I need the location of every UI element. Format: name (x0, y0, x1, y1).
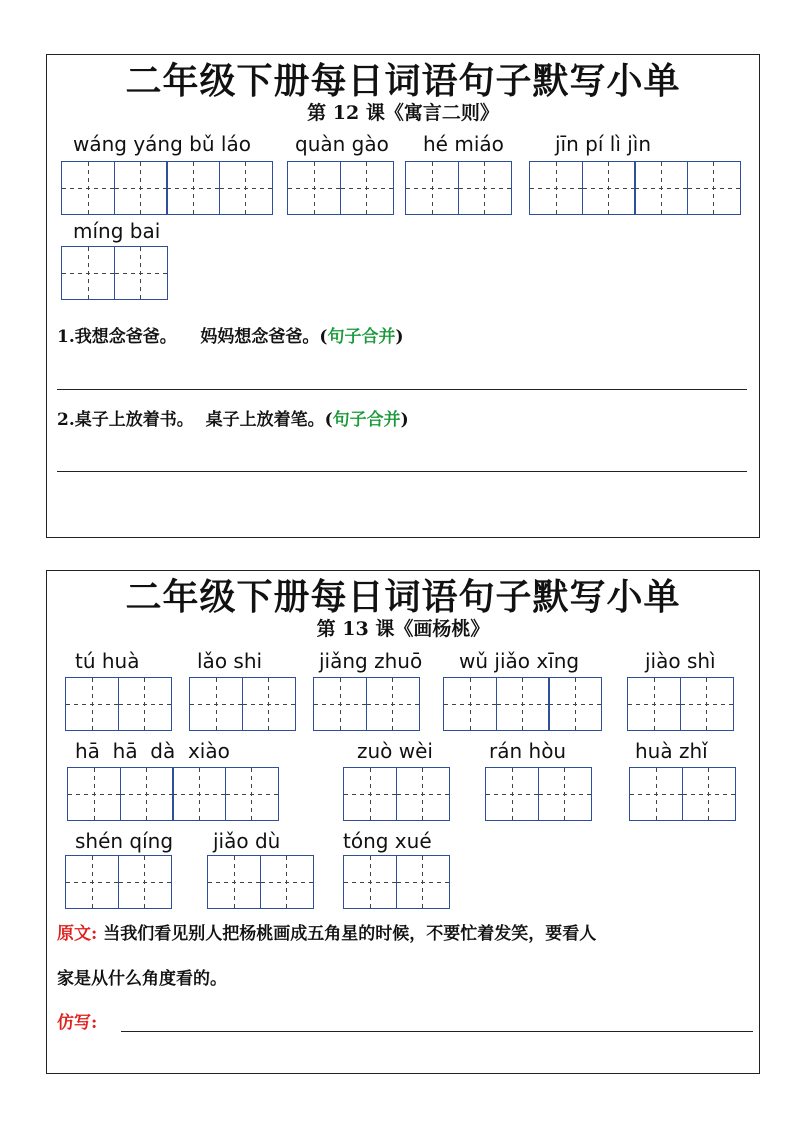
grid-cell[interactable] (443, 677, 497, 731)
pinyin-label: hā hā dà xiào (75, 739, 230, 763)
grid-cell[interactable] (340, 161, 394, 215)
pinyin-label: jiào shì (645, 649, 716, 673)
writing-grid[interactable] (629, 767, 734, 821)
grid-cell[interactable] (682, 767, 736, 821)
pinyin-label: wáng yáng bǔ láo (73, 132, 251, 156)
writing-grid[interactable] (207, 855, 312, 909)
original-text-line-1: 原文: 当我们看见别人把杨桃画成五角星的时候，不要忙着发笑，要看人 (57, 924, 597, 944)
grid-cell[interactable] (67, 767, 121, 821)
writing-grid[interactable] (405, 161, 510, 215)
pinyin-label: shén qíng (75, 829, 174, 853)
grid-cell[interactable] (343, 855, 397, 909)
pinyin-label: tú huà (75, 649, 140, 673)
pinyin-label: rán hòu (489, 739, 567, 763)
answer-line[interactable] (121, 1031, 753, 1032)
sentence-exercise-2: 2.桌子上放着书。 桌子上放着笔。(句子合并) (57, 410, 409, 430)
grid-cell[interactable] (458, 161, 512, 215)
writing-grid[interactable] (529, 161, 739, 215)
pinyin-label: lǎo shi (197, 649, 263, 673)
grid-cell[interactable] (529, 161, 583, 215)
writing-grid[interactable] (65, 855, 170, 909)
grid-cell[interactable] (172, 767, 226, 821)
pinyin-label: jīn pí lì jìn (555, 132, 652, 156)
writing-grid[interactable] (313, 677, 418, 731)
pinyin-label: zuò wèi (357, 739, 433, 763)
grid-cell[interactable] (485, 767, 539, 821)
grid-cell[interactable] (548, 677, 602, 731)
grid-cell[interactable] (225, 767, 279, 821)
writing-grid[interactable] (485, 767, 590, 821)
grid-cell[interactable] (61, 161, 115, 215)
pinyin-label: tóng xué (343, 829, 432, 853)
pinyin-label: míng bai (73, 219, 161, 243)
writing-grid[interactable] (443, 677, 601, 731)
grid-cell[interactable] (396, 855, 450, 909)
grid-cell[interactable] (496, 677, 550, 731)
writing-grid[interactable] (61, 246, 166, 300)
pinyin-label: huà zhǐ (635, 739, 708, 763)
writing-grid[interactable] (67, 767, 277, 821)
grid-cell[interactable] (687, 161, 741, 215)
original-text-line-2: 家是从什么角度看的。 (57, 969, 227, 989)
worksheet-card-lesson-12 (46, 54, 760, 538)
grid-cell[interactable] (629, 767, 683, 821)
grid-cell[interactable] (405, 161, 459, 215)
grid-cell[interactable] (582, 161, 636, 215)
grid-cell[interactable] (287, 161, 341, 215)
grid-cell[interactable] (366, 677, 420, 731)
pinyin-label: jiǎo dù (213, 829, 281, 853)
grid-cell[interactable] (114, 161, 168, 215)
grid-cell[interactable] (65, 677, 119, 731)
worksheet-title: 二年级下册每日词语句子默写小单 (125, 576, 681, 618)
writing-grid[interactable] (287, 161, 392, 215)
instruction-note: 句子合并 (332, 410, 401, 430)
grid-cell[interactable] (680, 677, 734, 731)
pinyin-label: quàn gào (295, 132, 389, 156)
instruction-note: 句子合并 (327, 327, 396, 347)
grid-cell[interactable] (118, 677, 172, 731)
writing-grid[interactable] (189, 677, 294, 731)
grid-cell[interactable] (538, 767, 592, 821)
writing-grid[interactable] (65, 677, 170, 731)
answer-line[interactable] (57, 471, 747, 472)
grid-cell[interactable] (114, 246, 168, 300)
writing-grid[interactable] (343, 767, 448, 821)
writing-grid[interactable] (61, 161, 271, 215)
worksheet-title: 二年级下册每日词语句子默写小单 (125, 60, 681, 102)
grid-cell[interactable] (242, 677, 296, 731)
grid-cell[interactable] (634, 161, 688, 215)
sentence-exercise-1: 1.我想念爸爸。 妈妈想念爸爸。(句子合并) (57, 327, 404, 347)
grid-cell[interactable] (260, 855, 314, 909)
grid-cell[interactable] (61, 246, 115, 300)
worksheet-card-lesson-13 (46, 570, 760, 1074)
grid-cell[interactable] (65, 855, 119, 909)
pinyin-label: hé miáo (423, 132, 504, 156)
grid-cell[interactable] (207, 855, 261, 909)
lesson-title: 第 12 课《寓言二则》 (307, 102, 499, 124)
grid-cell[interactable] (313, 677, 367, 731)
writing-grid[interactable] (627, 677, 732, 731)
grid-cell[interactable] (627, 677, 681, 731)
lesson-title: 第 13 课《画杨桃》 (316, 618, 490, 640)
pinyin-label: wǔ jiǎo xīng (459, 649, 580, 673)
grid-cell[interactable] (343, 767, 397, 821)
pinyin-label: jiǎng zhuō (319, 649, 423, 673)
grid-cell[interactable] (396, 767, 450, 821)
grid-cell[interactable] (219, 161, 273, 215)
grid-cell[interactable] (189, 677, 243, 731)
grid-cell[interactable] (120, 767, 174, 821)
imitate-label: 仿写: (57, 1013, 98, 1033)
writing-grid[interactable] (343, 855, 448, 909)
original-label: 原文: (57, 924, 98, 944)
answer-line[interactable] (57, 389, 747, 390)
grid-cell[interactable] (118, 855, 172, 909)
grid-cell[interactable] (166, 161, 220, 215)
